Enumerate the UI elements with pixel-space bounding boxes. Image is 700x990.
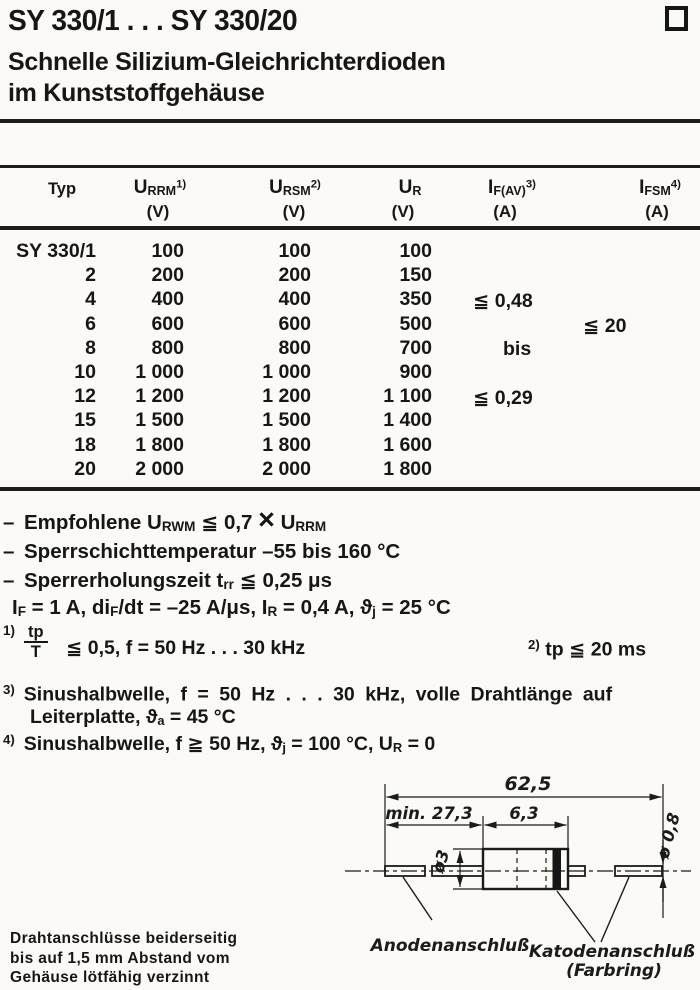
- note-test-conditions: IF = 1 A, diF/dt = –25 A/μs, IR = 0,4 A, ϑj = 25 °C: [12, 596, 451, 620]
- table-row: [0, 409, 700, 433]
- cell-ur: 900: [399, 360, 432, 383]
- table-row: [0, 434, 700, 458]
- col-unit-ifsm: (A): [645, 202, 669, 221]
- dim-lead-min-label: min. 27,3: [385, 804, 473, 823]
- note-recommended-urwm: – Empfohlene URWM ≦ 0,7 × URRM: [3, 504, 327, 536]
- footnote1-fraction: [24, 624, 48, 661]
- cell-ursm: 200: [278, 264, 311, 287]
- cell-ursm: 1 500: [262, 409, 311, 432]
- cell-urrm: 600: [151, 312, 184, 335]
- anode-leader-line: [403, 877, 432, 920]
- footnote2-text: tp ≦ 20 ms: [539, 638, 647, 661]
- table-row: [0, 240, 700, 264]
- table-top-rule: [0, 165, 700, 168]
- table-row: [0, 385, 700, 409]
- cell-typ: 2: [85, 264, 96, 287]
- table-header-rule: [0, 226, 700, 230]
- table-row: [0, 264, 700, 288]
- footnote4-text: Sinushalbwelle, f ≧ 50 Hz, ϑj = 100 °C, UR = 0: [23, 733, 436, 756]
- table-row: [0, 337, 700, 361]
- fraction-numerator: tp: [28, 623, 44, 641]
- cell-ur: 1 800: [383, 457, 432, 480]
- cell-ursm: 600: [278, 312, 311, 335]
- solderability-note-line3: Gehäuse lötfähig verzinnt: [10, 969, 210, 986]
- table-bottom-rule: [0, 487, 700, 491]
- cell-ifav-bis: bis: [503, 338, 532, 360]
- cell-ur: 1 400: [383, 409, 432, 432]
- footnote3-line2: Leiterplatte, ϑa = 45 °C: [30, 706, 236, 729]
- solderability-note-line1: Drahtanschlüsse beiderseitig: [10, 930, 238, 947]
- cell-typ: 15: [74, 409, 96, 432]
- dimension-body-diameter: [453, 849, 483, 889]
- cell-urrm: 1 200: [135, 385, 184, 408]
- col-header-ursm: URSM$^{2)}$: [269, 177, 321, 198]
- footnote1-marker: 1): [3, 623, 16, 638]
- cell-ur: 150: [399, 264, 432, 287]
- cell-urrm: 400: [151, 288, 184, 311]
- cell-ur: 700: [399, 336, 432, 359]
- col-unit-ifav: (A): [493, 202, 517, 221]
- cell-typ: 8: [85, 336, 96, 359]
- package-drawing: [333, 768, 700, 990]
- footnote1-text: ≦ 0,5, f = 50 Hz . . . 30 kHz: [66, 637, 306, 659]
- col-header-ifsm: IFSM$^{4)}$: [639, 177, 681, 198]
- cathode-color-ring: [553, 849, 562, 889]
- note-junction-temperature: – Sperrschichttemperatur –55 bis 160 °C: [3, 540, 401, 563]
- fraction-denominator: T: [24, 641, 48, 661]
- col-header-typ: Typ: [47, 180, 77, 198]
- cell-urrm: 100: [151, 240, 184, 262]
- cell-urrm: 1 500: [135, 409, 184, 432]
- cell-ursm: 400: [278, 288, 311, 311]
- cell-typ: 4: [85, 288, 96, 311]
- col-unit-ur: (V): [391, 202, 415, 221]
- dia-body-label: ø3: [428, 847, 454, 876]
- cell-typ: 20: [74, 457, 96, 480]
- cell-typ: 12: [74, 385, 96, 408]
- footnote2-marker: 2): [528, 637, 540, 652]
- footnote2: [528, 637, 646, 661]
- divider-under-subtitle: [0, 119, 700, 123]
- cell-ursm: 800: [278, 336, 311, 359]
- footnote3-marker: 3): [3, 682, 15, 697]
- cell-ur: 1 600: [383, 433, 432, 456]
- cell-typ: 10: [74, 360, 96, 383]
- cell-urrm: 2 000: [135, 457, 184, 480]
- col-header-urrm: URRM$^{1)}$: [133, 177, 187, 198]
- anode-label: Anodenanschluß: [370, 936, 530, 956]
- cell-urrm: 1 800: [135, 433, 184, 456]
- dim-body-label: 6,3: [509, 804, 539, 823]
- cell-ursm: 1 000: [262, 360, 311, 383]
- cell-typ: 18: [74, 433, 96, 456]
- col-unit-urrm: (V): [146, 202, 170, 221]
- solderability-note-line2: bis auf 1,5 mm Abstand vom: [10, 949, 230, 967]
- page-title: SY 330/1 . . . SY 330/20: [8, 5, 298, 37]
- col-unit-ursm: (V): [282, 202, 306, 221]
- page-subtitle: [8, 47, 446, 109]
- col-header-ur: UR: [398, 177, 422, 198]
- table-row: [0, 458, 700, 482]
- cell-ursm: 2 000: [262, 457, 311, 480]
- cathode-label: Katodenanschluß: [528, 942, 696, 962]
- cell-urrm: 800: [151, 336, 184, 359]
- subtitle-line-1: Schnelle Silizium-Gleichrichterdioden: [8, 48, 446, 76]
- dim-total-label: 62,5: [504, 773, 552, 795]
- cathode-label-2: (Farbring): [566, 961, 662, 981]
- cell-typ: SY 330/1: [16, 240, 96, 262]
- cell-ifsm-max: ≦ 20: [583, 315, 627, 337]
- footnote3-line1: [3, 682, 612, 706]
- cell-typ: 6: [85, 312, 96, 335]
- cathode-leader-line: [601, 877, 629, 942]
- cell-ur: 500: [399, 312, 432, 335]
- cell-urrm: 1 000: [135, 360, 184, 383]
- cathode-leader-line: [557, 891, 595, 942]
- cell-ifav-max-low: ≦ 0,29: [473, 387, 533, 409]
- cell-ur: 100: [399, 240, 432, 262]
- col-header-ifav: IF(AV)$^{3)}$: [488, 177, 536, 198]
- cell-ursm: 1 200: [262, 385, 311, 408]
- cell-ur: 350: [399, 288, 432, 311]
- subtitle-line-2: im Kunststoffgehäuse: [8, 79, 265, 107]
- table-row: [0, 361, 700, 385]
- footnote3-text: Sinushalbwelle, f = 50 Hz . . . 30 kHz, volle Drahtlänge auf: [23, 683, 613, 706]
- cell-ur: 1 100: [383, 385, 432, 408]
- cell-ursm: 1 800: [262, 433, 311, 456]
- footnote4: [3, 732, 435, 756]
- table-row: [0, 288, 700, 312]
- cell-ifav-max-high: ≦ 0,48: [473, 290, 533, 312]
- corner-square-icon: [665, 6, 688, 31]
- ratings-table: [0, 240, 700, 482]
- cell-ursm: 100: [278, 240, 311, 262]
- solderability-note: [10, 929, 237, 988]
- dia-wire-label: ø 0,8: [653, 810, 684, 861]
- note-reverse-recovery: – Sperrerholungszeit trr ≦ 0,25 μs: [3, 569, 332, 593]
- cell-urrm: 200: [151, 264, 184, 287]
- footnote4-marker: 4): [3, 732, 15, 747]
